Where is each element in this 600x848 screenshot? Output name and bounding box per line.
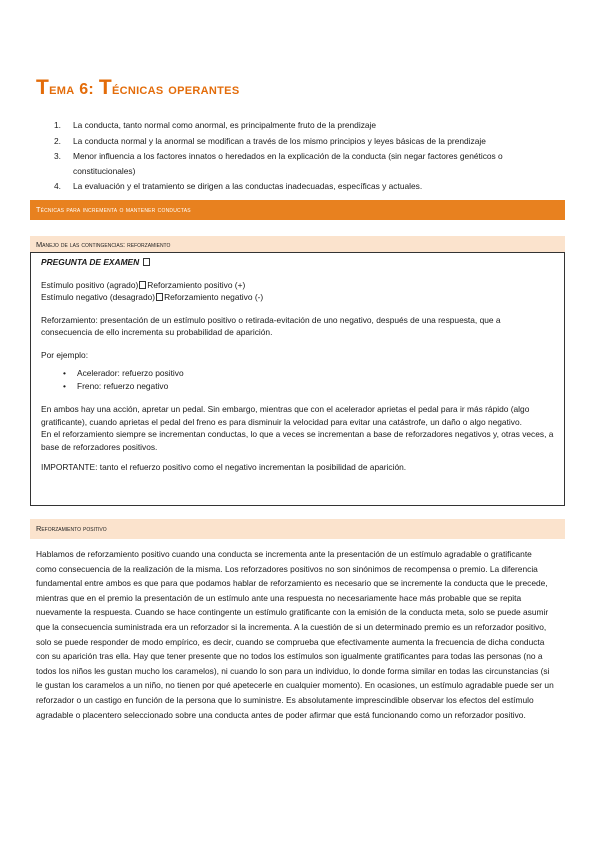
section-heading: Técnicas para incrementa o mantener conductas (30, 200, 565, 220)
list-text: Menor influencia a los factores innatos o heredados en la explicación de la conducta (sin negar factores genéticos o constitucionales) (73, 151, 503, 176)
subsection-heading-contingencias: Manejo de las contingencias: reforzamiento (30, 236, 565, 253)
square-glyph-icon (143, 258, 150, 266)
list-item (54, 118, 554, 133)
title-word-1: ema 6: (49, 81, 95, 98)
list-item (54, 179, 554, 194)
exam-box-heading (41, 256, 554, 269)
list-number: 2. (54, 135, 61, 146)
body-paragraph: Hablamos de reforzamiento positivo cuando una conducta se incrementa ante la presentación de un estímulo agradable o gratificante como consecuencia de la realización de la misma. Los reforzadores positivos no son sinónimos de recompensa o premio. La diferencia fundamental entre ambos es que para que podamos hablar de reforzamiento es necesario que se incremente la conducta que le precede, mientras que en el premio la presentación de un estímulo ante una respuesta no necesariamente hace más probable que se repita nuevamente la respuesta. Cuando se hace contingente un estímulo gratificante con la emisión de la conducta meta, solo se puede asumir que la consecuencia suministrada era un reforzador si la incrementa. A la cuestión de si un determinado premio es un reforzador positivo, solo se puede responder de modo empírico, es decir, cuando se comprueba que efectivamente aumenta la frecuencia de dicha conducta con su aparición tras ella. Hay que tener presente que no todos los estímulos son igualmente gratificantes para todas las personas (no a todos los niños les gustan mucho los caramelos), ni cuando lo son para un individuo, lo donde forma similar en todas las circunstancias (si le gustan los caramelos a un niño, no tienen por qué apetecerle en cualquier momento). En ocasiones, un estímulo agradable puede ser un reforzador o un castigo en función de la persona que lo suministre. Es absolutamente imprescindible observar los efectos del estímulo agradable o placentero seleccionado sobre una conducta antes de poder afirmar que está funcionando como un reforzador positivo. (36, 549, 554, 720)
list-item: • Freno: refuerzo negativo (63, 380, 554, 393)
title-initial-1: T (36, 76, 50, 99)
list-text: La conducta normal y la anormal se modifican a través de los mismo principios y leyes básicas de la prendizaje (73, 135, 486, 146)
list-number: 1. (54, 120, 61, 130)
list-item: • Acelerador: refuerzo positivo (63, 367, 554, 380)
page-title (36, 76, 239, 100)
list-text: La evaluación y el tratamiento se dirigen a las conductas inadecuadas, específicas y actuales. (73, 181, 423, 191)
exam-box (30, 252, 565, 506)
square-glyph-icon (156, 293, 163, 301)
example-label: Por ejemplo: (41, 349, 89, 360)
subsection-heading-reforzamiento-positivo: Reforzamiento positivo (30, 519, 565, 539)
reinforcement-negative: Reforzamiento negativo (-) (164, 292, 264, 302)
title-initial-2: T (98, 76, 112, 99)
important-note: IMPORTANTE: tanto el refuerzo positivo como el negativo incrementan la posibilidad de aparición. (41, 462, 407, 472)
title-word-2: écnicas operantes (111, 81, 240, 98)
example-list (41, 367, 554, 393)
explanation-paragraph-2: En el reforzamiento siempre se incrementan conductas, lo que a veces se incrementan a base de reforzadores negativos y, otras veces, a base de reforzadores positivos. (41, 429, 554, 452)
stimulus-negative-line (41, 291, 554, 304)
list-item (54, 149, 554, 178)
intro-list (54, 118, 554, 194)
list-item (54, 134, 554, 149)
stimulus-negative: Estímulo negativo (desagrado) (41, 292, 156, 302)
square-glyph-icon (139, 281, 146, 289)
list-text: La conducta, tanto normal como anormal, es principalmente fruto de la prendizaje (73, 120, 377, 130)
exam-heading-text: PREGUNTA DE EXAMEN (41, 257, 140, 267)
stimulus-positive-line (41, 279, 554, 292)
stimulus-positive: Estímulo positivo (agrado) (41, 279, 139, 290)
explanation-paragraph-1: En ambos hay una acción, apretar un pedal. Sin embargo, mientras que con el acelerador aprietas el pedal para ir más rápido (algo gratificante), cuando aprietas el pedal del freno es para disminuir la velocidad para evitar una catástrofe, un daño o algo negativo. (41, 404, 530, 427)
list-number: 4. (54, 181, 61, 191)
definition-paragraph: Reforzamiento: presentación de un estímulo positivo o retirada-evitación de uno negativo, después de una respuesta, que a consecuencia de ello incrementa su probabilidad de aparición. (41, 314, 501, 337)
reinforcement-positive: Reforzamiento positivo (+) (147, 279, 246, 290)
list-number: 3. (54, 151, 61, 161)
